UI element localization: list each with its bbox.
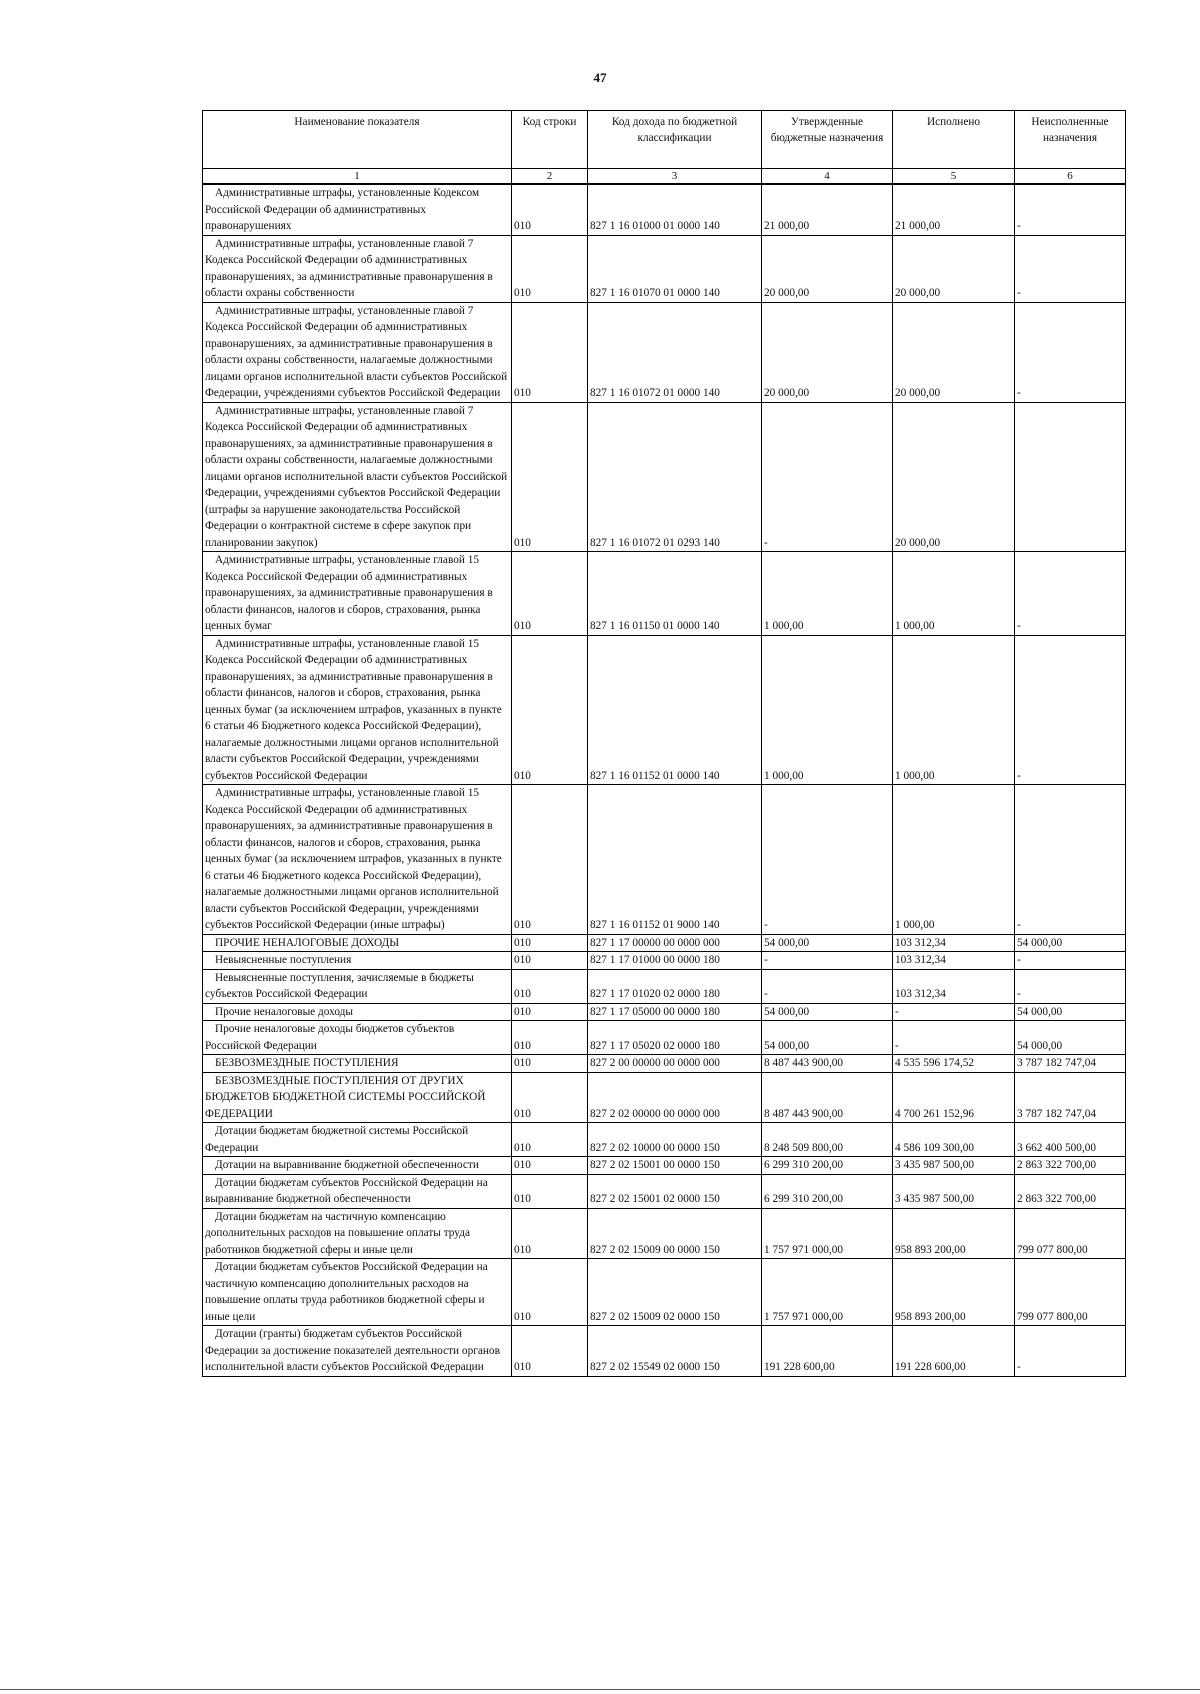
column-number: 5 <box>893 169 1015 185</box>
row-approved: 21 000,00 <box>762 184 893 235</box>
row-unexecuted: 54 000,00 <box>1015 934 1126 952</box>
row-income-code: 827 2 02 10000 00 0000 150 <box>588 1123 762 1157</box>
row-executed: 1 000,00 <box>893 785 1015 935</box>
row-unexecuted: 54 000,00 <box>1015 1003 1126 1021</box>
row-income-code: 827 2 02 15001 02 0000 150 <box>588 1174 762 1208</box>
row-income-code: 827 2 02 15009 00 0000 150 <box>588 1208 762 1259</box>
row-name: Дотации бюджетам на частичную компенсацию дополнительных расходов на повышение оплаты труда работников бюджетной сферы и иные цели <box>203 1208 512 1259</box>
table-row <box>203 1123 1126 1157</box>
row-unexecuted: 54 000,00 <box>1015 1021 1126 1055</box>
table-row <box>203 1259 1126 1326</box>
table-row <box>203 1208 1126 1259</box>
row-line-code: 010 <box>512 1208 588 1259</box>
row-income-code: 827 1 17 05020 02 0000 180 <box>588 1021 762 1055</box>
row-approved: 20 000,00 <box>762 302 893 402</box>
row-name: Прочие неналоговые доходы <box>203 1003 512 1021</box>
row-name: Невыясненные поступления, зачисляемые в бюджеты субъектов Российской Федерации <box>203 969 512 1003</box>
row-name: Административные штрафы, установленные Кодексом Российской Федерации об административных правонарушениях <box>203 184 512 235</box>
row-income-code: 827 1 17 05000 00 0000 180 <box>588 1003 762 1021</box>
table-row <box>203 952 1126 970</box>
row-executed: 958 893 200,00 <box>893 1208 1015 1259</box>
row-unexecuted: - <box>1015 785 1126 935</box>
row-unexecuted: 3 662 400 500,00 <box>1015 1123 1126 1157</box>
row-executed: 3 435 987 500,00 <box>893 1174 1015 1208</box>
row-executed: 21 000,00 <box>893 184 1015 235</box>
row-line-code: 010 <box>512 635 588 785</box>
row-name: Административные штрафы, установленные главой 7 Кодекса Российской Федерации об административных правонарушениях, за административные правонарушения в области охраны собственности, налагаемые должностными лицами органов исполнительной власти субъектов Российской Федерации, учреждениями субъектов Российской Федерации <box>203 302 512 402</box>
column-number: 1 <box>203 169 512 185</box>
table-body <box>203 184 1126 1376</box>
row-income-code: 827 1 16 01150 01 0000 140 <box>588 552 762 636</box>
row-approved: 6 299 310 200,00 <box>762 1174 893 1208</box>
row-income-code: 827 1 16 01070 01 0000 140 <box>588 235 762 302</box>
row-line-code: 010 <box>512 1123 588 1157</box>
row-line-code: 010 <box>512 184 588 235</box>
row-income-code: 827 2 02 15001 00 0000 150 <box>588 1157 762 1175</box>
row-income-code: 827 1 17 01020 02 0000 180 <box>588 969 762 1003</box>
row-unexecuted: 2 863 322 700,00 <box>1015 1174 1126 1208</box>
row-unexecuted: - <box>1015 635 1126 785</box>
table-row <box>203 934 1126 952</box>
row-name: Дотации бюджетам субъектов Российской Федерации на выравнивание бюджетной обеспеченности <box>203 1174 512 1208</box>
column-header-name: Наименование показателя <box>203 111 512 169</box>
row-unexecuted: - <box>1015 1326 1126 1377</box>
row-income-code: 827 1 16 01152 01 9000 140 <box>588 785 762 935</box>
row-approved: 1 757 971 000,00 <box>762 1259 893 1326</box>
row-line-code: 010 <box>512 552 588 636</box>
row-line-code: 010 <box>512 934 588 952</box>
row-income-code: 827 1 16 01072 01 0000 140 <box>588 302 762 402</box>
row-executed: 1 000,00 <box>893 552 1015 636</box>
row-executed: - <box>893 1003 1015 1021</box>
table-row <box>203 402 1126 552</box>
row-line-code: 010 <box>512 1003 588 1021</box>
table-row <box>203 235 1126 302</box>
row-approved: 8 487 443 900,00 <box>762 1055 893 1073</box>
column-header-line-code: Код строки <box>512 111 588 169</box>
row-name: Прочие неналоговые доходы бюджетов субъектов Российской Федерации <box>203 1021 512 1055</box>
table-row <box>203 1072 1126 1123</box>
row-approved: 54 000,00 <box>762 934 893 952</box>
row-executed: 4 586 109 300,00 <box>893 1123 1015 1157</box>
row-line-code: 010 <box>512 1021 588 1055</box>
table-row <box>203 1157 1126 1175</box>
row-line-code: 010 <box>512 1326 588 1377</box>
table-row <box>203 1055 1126 1073</box>
row-unexecuted: 799 077 800,00 <box>1015 1208 1126 1259</box>
row-line-code: 010 <box>512 302 588 402</box>
row-name: Дотации бюджетам субъектов Российской Федерации на частичную компенсацию дополнительных расходов на повышение оплаты труда работников бюджетной сферы и иные цели <box>203 1259 512 1326</box>
row-income-code: 827 1 17 01000 00 0000 180 <box>588 952 762 970</box>
row-income-code: 827 2 02 00000 00 0000 000 <box>588 1072 762 1123</box>
row-name: Дотации бюджетам бюджетной системы Российской Федерации <box>203 1123 512 1157</box>
row-unexecuted: - <box>1015 235 1126 302</box>
row-approved: 1 000,00 <box>762 552 893 636</box>
row-income-code: 827 1 16 01152 01 0000 140 <box>588 635 762 785</box>
row-executed: 103 312,34 <box>893 952 1015 970</box>
row-executed: 3 435 987 500,00 <box>893 1157 1015 1175</box>
row-approved: 8 487 443 900,00 <box>762 1072 893 1123</box>
row-approved: 1 000,00 <box>762 635 893 785</box>
row-approved: 191 228 600,00 <box>762 1326 893 1377</box>
row-line-code: 010 <box>512 402 588 552</box>
row-name: Дотации на выравнивание бюджетной обеспеченности <box>203 1157 512 1175</box>
row-line-code: 010 <box>512 1157 588 1175</box>
row-executed: - <box>893 1021 1015 1055</box>
row-executed: 103 312,34 <box>893 934 1015 952</box>
row-unexecuted: - <box>1015 952 1126 970</box>
row-executed: 20 000,00 <box>893 235 1015 302</box>
row-income-code: 827 1 17 00000 00 0000 000 <box>588 934 762 952</box>
row-income-code: 827 2 00 00000 00 0000 000 <box>588 1055 762 1073</box>
row-unexecuted: 3 787 182 747,04 <box>1015 1072 1126 1123</box>
row-executed: 4 535 596 174,52 <box>893 1055 1015 1073</box>
row-name: БЕЗВОЗМЕЗДНЫЕ ПОСТУПЛЕНИЯ <box>203 1055 512 1073</box>
row-line-code: 010 <box>512 1174 588 1208</box>
row-unexecuted: 799 077 800,00 <box>1015 1259 1126 1326</box>
column-number: 3 <box>588 169 762 185</box>
row-unexecuted: 2 863 322 700,00 <box>1015 1157 1126 1175</box>
row-income-code: 827 1 16 01000 01 0000 140 <box>588 184 762 235</box>
table-row <box>203 785 1126 935</box>
row-approved: 20 000,00 <box>762 235 893 302</box>
row-executed: 4 700 261 152,96 <box>893 1072 1015 1123</box>
row-line-code: 010 <box>512 785 588 935</box>
table-row <box>203 302 1126 402</box>
row-approved: 1 757 971 000,00 <box>762 1208 893 1259</box>
row-executed: 20 000,00 <box>893 302 1015 402</box>
table-row <box>203 184 1126 235</box>
row-executed: 20 000,00 <box>893 402 1015 552</box>
row-income-code: 827 2 02 15009 02 0000 150 <box>588 1259 762 1326</box>
column-header-approved: Утвержденные бюджетные назначения <box>762 111 893 169</box>
row-line-code: 010 <box>512 235 588 302</box>
row-name: Административные штрафы, установленные главой 7 Кодекса Российской Федерации об административных правонарушениях, за административные правонарушения в области охраны собственности <box>203 235 512 302</box>
row-line-code: 010 <box>512 1072 588 1123</box>
column-number-row <box>203 169 1126 185</box>
table-row <box>203 1021 1126 1055</box>
row-unexecuted: - <box>1015 184 1126 235</box>
row-name: Административные штрафы, установленные главой 15 Кодекса Российской Федерации об административных правонарушениях, за административные правонарушения в области финансов, налогов и сборов, страхования, рынка ценных бумаг (за исключением штрафов, указанных в пункте 6 статьи 46 Бюджетного кодекса Российской Федерации), налагаемые должностными лицами органов исполнительной власти субъектов Российской Федерации, учреждениями субъектов Российской Федерации (иные штрафы) <box>203 785 512 935</box>
row-approved: - <box>762 785 893 935</box>
row-approved: 6 299 310 200,00 <box>762 1157 893 1175</box>
row-executed: 103 312,34 <box>893 969 1015 1003</box>
column-number: 6 <box>1015 169 1126 185</box>
column-number: 2 <box>512 169 588 185</box>
column-number: 4 <box>762 169 893 185</box>
column-header-unexecuted: Неисполненные назначения <box>1015 111 1126 169</box>
header-row <box>203 111 1126 169</box>
budget-report-table <box>202 110 1126 1377</box>
table-row <box>203 635 1126 785</box>
row-unexecuted: - <box>1015 302 1126 402</box>
row-approved: - <box>762 402 893 552</box>
row-approved: 54 000,00 <box>762 1003 893 1021</box>
row-income-code: 827 1 16 01072 01 0293 140 <box>588 402 762 552</box>
row-unexecuted: 3 787 182 747,04 <box>1015 1055 1126 1073</box>
row-income-code: 827 2 02 15549 02 0000 150 <box>588 1326 762 1377</box>
table-row <box>203 969 1126 1003</box>
table-row <box>203 552 1126 636</box>
row-line-code: 010 <box>512 1055 588 1073</box>
row-name: Дотации (гранты) бюджетам субъектов Российской Федерации за достижение показателей деятельности органов исполнительной власти субъектов Российской Федерации <box>203 1326 512 1377</box>
row-approved: - <box>762 952 893 970</box>
row-executed: 191 228 600,00 <box>893 1326 1015 1377</box>
page-number: 47 <box>593 70 607 85</box>
row-approved: 54 000,00 <box>762 1021 893 1055</box>
row-name: Административные штрафы, установленные главой 15 Кодекса Российской Федерации об административных правонарушениях, за административные правонарушения в области финансов, налогов и сборов, страхования, рынка ценных бумаг <box>203 552 512 636</box>
table-row <box>203 1174 1126 1208</box>
row-name: ПРОЧИЕ НЕНАЛОГОВЫЕ ДОХОДЫ <box>203 934 512 952</box>
column-header-income-code: Код дохода по бюджетной классификации <box>588 111 762 169</box>
row-line-code: 010 <box>512 969 588 1003</box>
row-line-code: 010 <box>512 1259 588 1326</box>
row-approved: - <box>762 969 893 1003</box>
row-executed: 1 000,00 <box>893 635 1015 785</box>
row-executed: 958 893 200,00 <box>893 1259 1015 1326</box>
row-unexecuted: - <box>1015 552 1126 636</box>
row-name: Административные штрафы, установленные главой 7 Кодекса Российской Федерации об административных правонарушениях, за административные правонарушения в области охраны собственности, налагаемые должностными лицами органов исполнительной власти субъектов Российской Федерации, учреждениями субъектов Российской Федерации (штрафы за нарушение законодательства Российской Федерации о контрактной системе в сфере закупок при планировании закупок) <box>203 402 512 552</box>
row-unexecuted <box>1015 402 1126 552</box>
page-bottom-rule <box>0 1689 1200 1690</box>
row-approved: 8 248 509 800,00 <box>762 1123 893 1157</box>
row-name: Административные штрафы, установленные главой 15 Кодекса Российской Федерации об административных правонарушениях, за административные правонарушения в области финансов, налогов и сборов, страхования, рынка ценных бумаг (за исключением штрафов, указанных в пункте 6 статьи 46 Бюджетного кодекса Российской Федерации), налагаемые должностными лицами органов исполнительной власти субъектов Российской Федерации, учреждениями субъектов Российской Федерации <box>203 635 512 785</box>
table-row <box>203 1326 1126 1377</box>
row-line-code: 010 <box>512 952 588 970</box>
row-name: БЕЗВОЗМЕЗДНЫЕ ПОСТУПЛЕНИЯ ОТ ДРУГИХ БЮДЖЕТОВ БЮДЖЕТНОЙ СИСТЕМЫ РОССИЙСКОЙ ФЕДЕРАЦИИ <box>203 1072 512 1123</box>
row-name: Невыясненные поступления <box>203 952 512 970</box>
column-header-executed: Исполнено <box>893 111 1015 169</box>
table-row <box>203 1003 1126 1021</box>
row-unexecuted: - <box>1015 969 1126 1003</box>
